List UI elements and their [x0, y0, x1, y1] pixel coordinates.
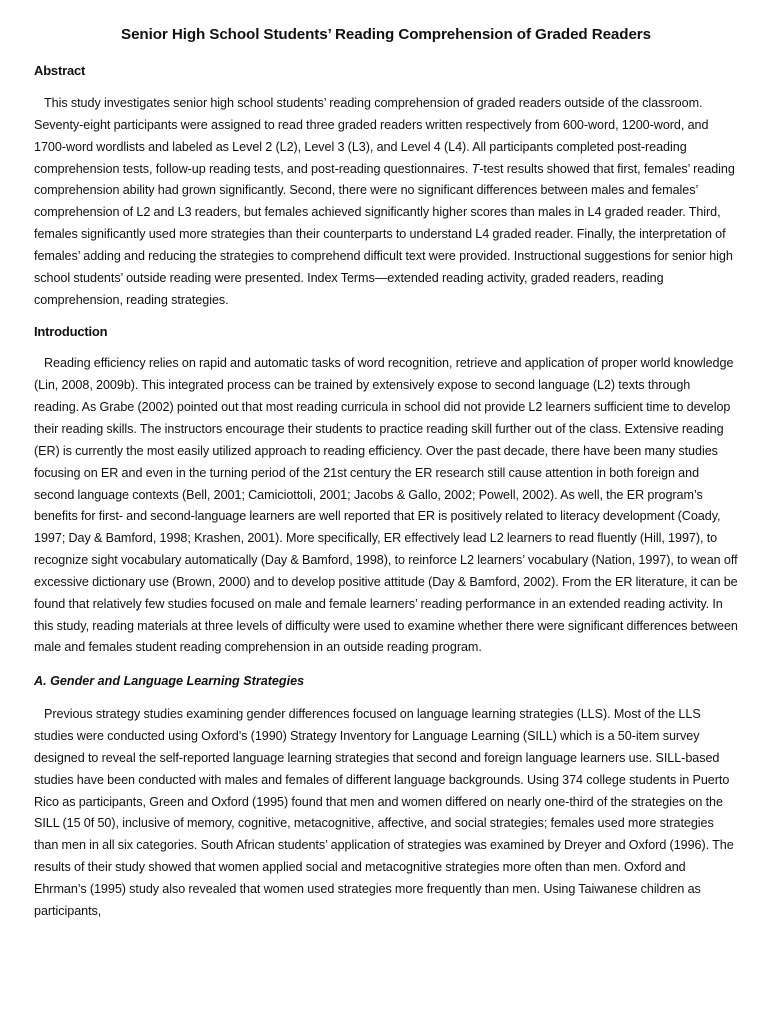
introduction-heading: Introduction: [34, 324, 108, 340]
abstract-italic-t: T: [471, 161, 480, 176]
introduction-text: Reading efficiency relies on rapid and automatic tasks of word recognition, retrieve and application of proper world knowledge (Lin, 2008, 2009b). This integrated process can be trained by extensively expose to second language (L2) texts through reading. As Grabe (2002) pointed out that most reading curricula in school did not provide L2 learners sufficient time to develop their reading skills. The instructors encourage their students to practice reading skill further out of the class. Extensive reading (ER) is currently the most easily utilized approach to reading efficiency. Over the past decade, there have been many studies focusing on ER and even in the turning period of the 21st century the ER research still cause attention in both foreign and second language contexts (Bell, 2001; Camiciottoli, 2001; Jacobs & Gallo, 2002; Powell, 2002). As well, the ER program’s benefits for first- and second-language learners are well reported that ER is positively related to literacy development (Coady, 1997; Day & Bamford, 1998; Krashen, 2001). More specifically, ER effectively lead L2 learners to read fluently (Hill, 1997), to recognize sight vocabulary automatically (Day & Bamford, 1998), to reinforce L2 learners’ vocabulary (Nation, 1997), to wean off excessive dictionary use (Brown, 2000) and to develop positive attitude (Day & Bamford, 2002). From the ER literature, it can be found that relatively few studies focused on male and female learners’ reading performance in an extended reading activity. In this study, reading materials at three levels of difficulty were used to examine whether there were significant differences between male and females student reading comprehension in an outside reading program.: [34, 356, 738, 655]
abstract-heading: Abstract: [34, 63, 86, 78]
introduction-paragraph: [34, 353, 738, 659]
section-a-paragraph: [34, 704, 738, 922]
document-page: [34, 0, 738, 923]
section-a-heading: A. Gender and Language Learning Strategies: [34, 674, 305, 689]
abstract-lead-text: This study investigates senior high school students’ reading comprehension of graded readers outside of the classroom. Seventy-eight participants were assigned to read three graded readers written respectively from 600-word, 1200-word, and 1700-word wordlists and labeled as Level 2 (L2), Level 3 (L3), and Level 4 (L4). All participants completed post-reading comprehension tests, follow-up reading tests, and post-reading questionnaires.: [34, 96, 709, 176]
paper-title: Senior High School Students’ Reading Comprehension of Graded Readers: [121, 26, 651, 43]
abstract-paragraph: [34, 93, 738, 311]
abstract-rest-text: -test results showed that first, females’ reading comprehension ability had grown significantly. Second, there were no significant differences between males and females’ comprehension of L2 and L3 readers, but females achieved significantly higher scores than males in L4 graded reader. Third, females significantly used more strategies than their counterparts to understand L4 graded reader. Finally, the interpretation of females’ adding and reducing the strategies to comprehend difficult text were provided. Instructional suggestions for senior high school students’ outside reading were presented. Index Terms—extended reading activity, graded readers, reading comprehension, reading strategies.: [34, 161, 735, 307]
section-a-text: Previous strategy studies examining gender differences focused on language learning strategies (LLS). Most of the LLS studies were conducted using Oxford’s (1990) Strategy Inventory for Language Learning (SILL) which is a 50-item survey designed to reveal the self-reported language learning strategies that second and foreign language learners use. SILL-based studies have been conducted with males and females of different language backgrounds. Using 374 college students in Puerto Rico as participants, Green and Oxford (1995) found that men and women differed on nearly one-third of the strategies on the SILL (15 0f 50), inclusive of memory, cognitive, metacognitive, affective, and social strategies; females used more strategies than men in all six categories. South African students’ application of strategies was examined by Dreyer and Oxford (1996). The results of their study showed that women applied social and metacognitive strategies more often than men. Oxford and Ehrman’s (1995) study also revealed that women used strategies more frequently than men. Using Taiwanese children as participants,: [34, 707, 734, 918]
